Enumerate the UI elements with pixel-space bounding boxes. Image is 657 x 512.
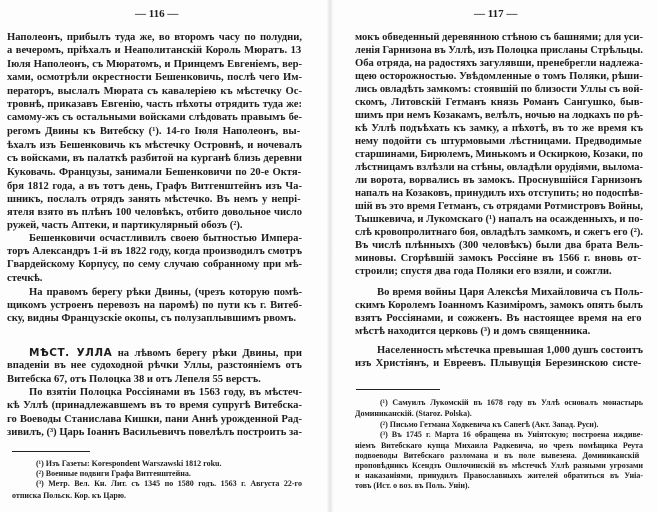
line-text: взятъ Россіянами, и сожженъ. Въ настоящее время на его	[355, 313, 642, 324]
line-text: Куковачь. Французы, занимали Бешенковичи по 20-е Октя-	[7, 167, 302, 178]
footnote-line: (³) Въ 1745 г. Марта 16 обращена въ Уніятскую; построена иждиве-	[380, 430, 643, 439]
text-line	[355, 97, 643, 109]
line-text: Наполеонъ, прибылъ туда же, во второмъ часу по полудни,	[7, 32, 302, 43]
text-line	[7, 126, 300, 138]
text-line	[7, 45, 301, 57]
footnote-line: ніемъ Витебскаго купца Михаила Радкевича, но чрезъ помѣщика Реута	[355, 441, 643, 450]
line-text: На правомъ берегу рѣки Двины, (чрезъ которую помѣ-	[29, 287, 302, 298]
line-text: ператоръ, выслалъ Мюрата съ кавалеріею къ мѣстечку Ос-	[7, 85, 302, 97]
text-line	[355, 84, 643, 96]
text-line	[29, 387, 302, 399]
text-line	[7, 400, 302, 412]
text-line	[7, 313, 296, 325]
line-text: Витебска 67, отъ Полоцка 38 и отъ Лепеля 55 верстъ.	[7, 374, 261, 385]
text-line	[7, 99, 302, 111]
text-line	[355, 45, 643, 57]
line-text: го Воеводы Станислава Кишки, пани Аннѣ урожденной Рад-	[7, 414, 302, 425]
line-text: кѣ Уллѣ подъѣхать къ замку, а пѣхотѣ, въ то же время къ	[355, 123, 643, 134]
footnote-line: проповѣдникъ Ксендзъ Ошлочинскій въ мѣстечкѣ Уллѣ разными угрозами	[355, 461, 643, 470]
line-text: ли ворота, ворвались въ замокъ. Проснувшійся Гарнизонъ	[355, 175, 643, 186]
line-text: скомъ, Литовскій Гетманъ князь Романъ Сангушко, быв-	[355, 97, 643, 108]
footnote-line: (²) Письмо Гетмана Ходкевича къ Сапегѣ (Акт. Запад. Руси).	[380, 420, 599, 429]
line-text: Населенность мѣстечка превышая 1,000 душъ состоитъ	[377, 345, 643, 356]
line-text: тровнѣ, приказавъ Евгенію, часть пѣхоты отрядить туда же:	[7, 99, 302, 110]
line-text: на лѣвомъ берегу рѣки Двины, при	[117, 348, 302, 359]
line-text: Тышкевича, и Лукомскаго (¹) напалъ на осажденныхъ, и по-	[355, 214, 643, 225]
text-line	[377, 345, 643, 357]
line-text: По взятіи Полоцка Россіянами въ 1563 году, въ мѣстеч-	[29, 387, 302, 398]
text-line	[29, 233, 302, 245]
line-text: бря 1812 года, а въ тотъ день, Графъ Витгенштейнъ изъ Ча-	[7, 181, 302, 192]
text-line	[7, 427, 302, 439]
line-text: Гвардейскому Корпусу, по сему случаю собранному при мѣ-	[7, 259, 302, 270]
text-line	[355, 58, 643, 70]
line-text: лись овладѣть замкомъ: стоявшій по близости Уллы съ вой-	[355, 84, 643, 95]
text-line	[7, 300, 302, 312]
line-text: ятеля взято въ плѣнъ 100 человѣкъ, отбито довольное число	[7, 207, 302, 218]
footnote-line: отписка Польск. Кор. къ Царю.	[12, 491, 126, 500]
text-line	[7, 360, 302, 372]
line-text: изъ Христіянъ, и Евреевъ. Плывущія Березинскою систе-	[355, 358, 642, 369]
line-text: щею осторожностью. Увѣдомленные о томъ Поляки, рѣши-	[355, 71, 643, 82]
footnote-line: и наказаніями, принудилъ Православныхъ жителей обратиться въ Уніа-	[355, 471, 643, 480]
line-text: Въ числѣ плѣнныхъ (300 человѣкъ) были два брата Вель-	[355, 240, 643, 251]
line-text: старшинами, Бирюлемъ, Минькомъ и Оскиркою, Козаки, по	[355, 149, 643, 160]
text-line	[355, 188, 643, 200]
line-text: самому-жъ съ остальными войсками слѣдовать правымъ бе-	[7, 112, 302, 124]
text-line	[7, 414, 302, 426]
line-text: а вечеромъ, пріѣхалъ и Неаполитанскій Король Мюратъ. 13	[7, 45, 302, 57]
line-text: строили; спустя два года Поляки его взяли, и сожгли.	[355, 266, 612, 277]
line-text: впаденіи въ нее судоходной рѣчки Уллы, разстояніемъ отъ	[7, 360, 302, 371]
line-text: шій въ это время Гетманъ, съ отрядами Ротмистровъ Войны,	[355, 201, 643, 212]
line-text: ленія Гарнизона въ Уллѣ, изъ Полоцка присланы Стрѣльцы.	[355, 45, 643, 56]
text-line	[355, 227, 643, 239]
line-text: хами, осмотрѣли окрестности Бешенковичь, послѣ чего Им-	[7, 72, 302, 84]
line-text: миновы. Сгорѣвшій замокъ Россіяне въ 1566 г. вновь от-	[355, 253, 642, 264]
text-line	[7, 32, 302, 44]
line-text: Бешенковичи осчастливилъ своею бытностью Импера-	[29, 233, 302, 244]
text-line	[7, 259, 302, 271]
footnote-line: (¹) Самуилъ Лукомскій въ 1678 году въ Уллѣ основалъ монастырь	[380, 398, 643, 407]
text-line	[7, 140, 302, 152]
line-text: Во время войны Царя Алексѣя Михайловича съ Поль-	[377, 287, 643, 298]
footnote-line: подвоеводы Витебскаго разломана и въ поле вывезена. Доминиканскій	[355, 451, 640, 460]
text-line	[355, 253, 641, 265]
line-text: нему подойти съ штурмовыми лѣстницами. Предводимые	[355, 136, 642, 147]
page-number-right: — 117 —	[474, 8, 518, 20]
text-line	[355, 162, 643, 174]
line-text: мокъ обведенный деревянною стѣною съ башнями; для уси-	[355, 32, 643, 43]
line-text: регомъ Двины къ Витебску (¹). 14-го Іюля Наполеонъ, вы-	[7, 126, 301, 137]
text-line	[377, 287, 643, 299]
text-line	[355, 240, 643, 252]
text-line	[355, 313, 642, 325]
line-text: напалъ на Козаковъ, принудилъ ихъ отступить; но подоспѣв-	[355, 188, 643, 199]
line-text: слѣ кровопролитнаго боя, овладѣлъ замкомъ, и сжегъ его (²).	[355, 227, 643, 238]
text-line	[7, 112, 302, 124]
text-line	[355, 149, 643, 161]
line-text: ску, видны Французскіе окопы, съ полузаплывшимъ рвомъ.	[7, 313, 297, 324]
line-text: мѣстѣ находится церковь (³) и домъ священника.	[355, 326, 591, 337]
text-line	[355, 214, 643, 226]
footnote-rule-left	[12, 451, 90, 452]
text-line	[7, 220, 243, 232]
line-text: ѣхалъ изъ Бешенковичь къ мѣстечку Островнѣ, и ночевалъ	[7, 140, 302, 151]
text-line	[7, 86, 302, 98]
page-gutter	[326, 0, 334, 512]
footnote-line: товъ (Ист. о воз. въ Поль. Уніи).	[355, 481, 470, 490]
footnote-line: Доминиканскій. (Staroz. Polska).	[355, 409, 472, 418]
text-line	[7, 59, 302, 71]
footnote-line: (¹) Изъ Газеты: Korespondent Warszawski 1812 roku.	[36, 459, 222, 468]
text-line	[355, 32, 643, 44]
line-text: шимъ при немъ Козакамъ, велѣлъ, ночью на лодкахъ по рѣ-	[355, 110, 643, 121]
line-text: лѣстницамъ взлѣзли на стѣны, овладѣли орудіями, вылома-	[355, 162, 643, 173]
text-line	[355, 201, 643, 213]
line-text: кѣ Уллѣ (принадлежавшемъ въ то время супругѣ Витебска-	[7, 400, 302, 411]
text-line	[29, 347, 302, 360]
text-line	[29, 287, 302, 299]
footnote-rule-right	[356, 389, 440, 390]
line-text: шникъ, послалъ отрядъ занять мѣстечко. Въ немъ у непрі-	[7, 194, 301, 205]
line-text: съ войсками, въ палаткѣ разбитой на курганѣ близь деревни	[7, 153, 302, 164]
line-text: Оба отряда, на радостяхъ загулявши, пренебрегли надлежа-	[355, 58, 643, 69]
section-heading: МѢСТ. УЛЛА	[29, 347, 113, 359]
line-text: скимъ Королемъ Іоанномъ Казиміромъ, замокъ опять былъ	[355, 300, 643, 311]
footnote-line: (³) Метр. Вел. Кн. Лит. съ 1345 по 1580 годъ. 1563 г. Августа 22-го	[36, 479, 302, 488]
text-line	[7, 167, 301, 179]
text-line	[7, 181, 302, 193]
text-line	[355, 358, 641, 370]
text-line	[355, 326, 590, 338]
text-line	[355, 71, 643, 83]
line-text: стечкѣ.	[7, 273, 43, 284]
text-line	[7, 246, 302, 258]
line-text: торъ Александръ 1-й въ 1822 году, когда производилъ смотръ	[7, 246, 302, 257]
line-text: щикомъ устроенъ перевозъ на паромѣ) по пути къ г. Витеб-	[7, 300, 302, 311]
text-line	[355, 136, 642, 148]
text-line	[7, 273, 42, 285]
text-line	[7, 207, 302, 219]
text-line	[7, 194, 301, 206]
line-text: ружей, часть Аптеки, и партикулярный обозъ (²).	[7, 220, 243, 231]
line-text: Іюля Наполеонъ, съ Мюратомъ, и Принцемъ Евгеніемъ, вер-	[7, 58, 302, 70]
footnote-line: (²) Военные подвиги Графа Витгенштейна.	[36, 469, 191, 478]
line-text: зивилъ, (³) Царь Іоаннъ Васильевичъ повелѣлъ построить за-	[7, 427, 302, 438]
text-line	[355, 300, 643, 312]
text-line	[355, 266, 612, 278]
page-number-left: — 116 —	[135, 8, 179, 20]
text-line	[7, 72, 302, 84]
text-line	[355, 123, 643, 135]
text-line	[7, 153, 302, 165]
text-line	[355, 110, 643, 122]
text-line	[7, 374, 261, 386]
text-line	[355, 175, 642, 187]
